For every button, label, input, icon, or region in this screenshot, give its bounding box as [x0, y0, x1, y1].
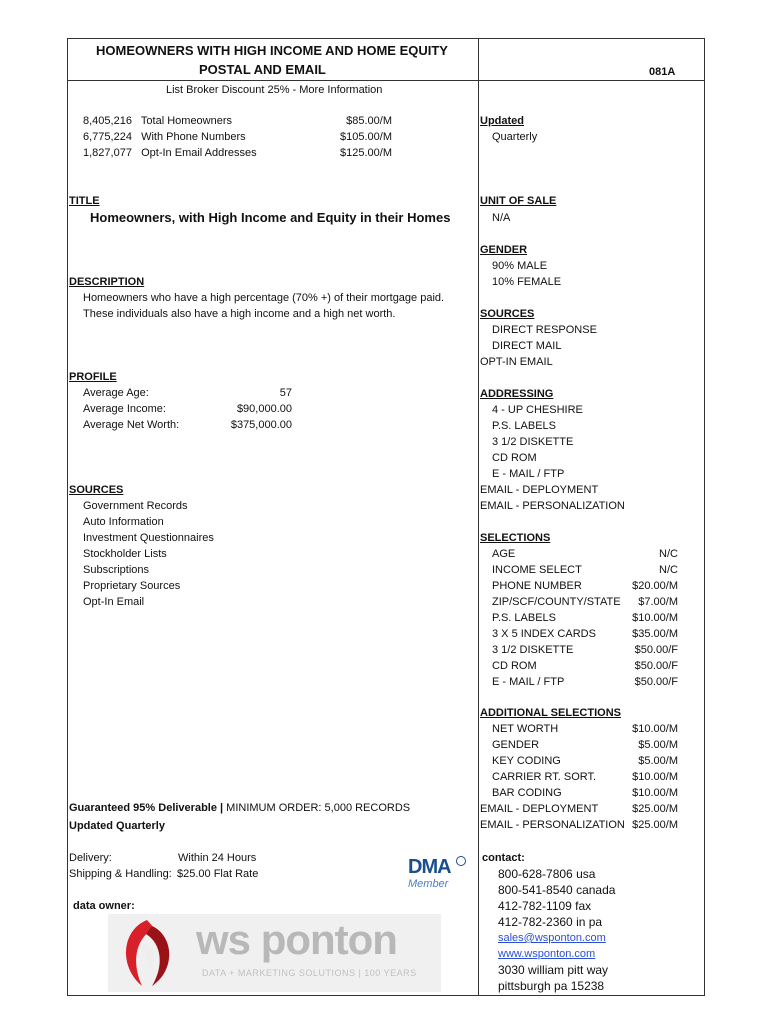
- description-heading: DESCRIPTION: [69, 276, 145, 288]
- column-divider: [478, 38, 479, 996]
- selection-label: CD ROM: [492, 660, 537, 672]
- phone-canada: 800-541-8540 canada: [498, 883, 616, 897]
- gender-heading: GENDER: [480, 244, 528, 256]
- wsponton-tagline: DATA + MARKETING SOLUTIONS | 100 YEARS: [202, 968, 417, 978]
- phone-usa: 800-628-7806 usa: [498, 867, 596, 881]
- selections-prices: [612, 546, 678, 690]
- additional-extra-labels: [480, 801, 625, 833]
- selection-price: $10.00/M: [632, 612, 678, 624]
- source-item: Opt-In Email: [83, 596, 145, 608]
- count-prices: [300, 113, 392, 161]
- unit-of-sale-heading: UNIT OF SALE: [480, 195, 557, 207]
- count-value: 1,827,077: [83, 147, 132, 159]
- addressing-list: [492, 402, 583, 482]
- minimum-order: MINIMUM ORDER: 5,000 RECORDS: [223, 802, 411, 814]
- addressing-heading: ADDRESSING: [480, 388, 554, 400]
- source-item: Investment Questionnaires: [83, 532, 214, 544]
- additional-price: $10.00/M: [632, 771, 678, 783]
- source-item: Stockholder Lists: [83, 548, 167, 560]
- selection-label: PHONE NUMBER: [492, 580, 582, 592]
- dma-circle-icon: [456, 856, 466, 866]
- selection-price: $50.00/F: [634, 676, 678, 688]
- count-row: [83, 145, 257, 161]
- discount-link[interactable]: List Broker Discount 25% - More Information: [166, 84, 383, 96]
- selection-label: P.S. LABELS: [492, 612, 557, 624]
- updated-quarterly: Updated Quarterly: [69, 820, 165, 832]
- updated-heading: Updated: [480, 115, 524, 127]
- profile-value: $90,000.00: [236, 403, 292, 415]
- right-sources-list: [492, 322, 597, 354]
- additional-labels: [492, 721, 596, 801]
- shipping-label: Shipping & Handling:: [69, 868, 172, 880]
- count-row: [83, 129, 257, 145]
- gender-list: [492, 258, 561, 290]
- sources-heading: SOURCES: [69, 484, 124, 496]
- address-line2: pittsburgh pa 15238: [498, 979, 605, 993]
- selection-label: AGE: [492, 548, 516, 560]
- source-item: Government Records: [83, 500, 188, 512]
- count-label: With Phone Numbers: [141, 131, 246, 143]
- profile-value: $375,000.00: [230, 419, 292, 431]
- selection-price: $50.00/F: [634, 660, 678, 672]
- header-divider: [67, 80, 705, 81]
- additional-price: $10.00/M: [632, 787, 678, 799]
- additional-price: $25.00/M: [632, 803, 678, 815]
- right-sources-heading: SOURCES: [480, 308, 535, 320]
- guarantee-line: [69, 800, 410, 816]
- selection-label: E - MAIL / FTP: [492, 676, 565, 688]
- delivery-value: Within 24 Hours: [178, 852, 257, 864]
- right-source-item: DIRECT MAIL: [492, 340, 562, 352]
- additional-label: CARRIER RT. SORT.: [492, 771, 597, 783]
- source-item: Auto Information: [83, 516, 164, 528]
- wsponton-brand: ws ponton: [196, 916, 397, 963]
- fax-number: 412-782-1109 fax: [498, 899, 592, 913]
- additional-price: $10.00/M: [632, 723, 678, 735]
- card-code: 081A: [649, 66, 676, 78]
- updated-value: Quarterly: [492, 131, 538, 143]
- address-line1: 3030 william pitt way: [498, 963, 609, 977]
- additional-selections-heading: ADDITIONAL SELECTIONS: [480, 707, 621, 719]
- counts-list: [83, 113, 257, 161]
- addressing-extra: [480, 482, 625, 514]
- guarantee-bold: Guaranteed 95% Deliverable |: [69, 802, 224, 814]
- count-label: Opt-In Email Addresses: [141, 147, 257, 159]
- count-price: $105.00/M: [340, 131, 392, 143]
- addressing-item: 4 - UP CHESHIRE: [492, 404, 583, 416]
- additional-label: BAR CODING: [492, 787, 562, 799]
- count-label: Total Homeowners: [140, 115, 233, 127]
- selections-heading: SELECTIONS: [480, 532, 551, 544]
- additional-price: $5.00/M: [638, 739, 678, 751]
- addressing-extra-item: EMAIL - PERSONALIZATION: [480, 500, 625, 512]
- count-price: $85.00/M: [346, 115, 392, 127]
- card-title-line1: HOMEOWNERS WITH HIGH INCOME AND HOME EQUITY: [96, 43, 448, 58]
- count-row: [83, 113, 257, 129]
- phone-pa: 412-782-2360 in pa: [498, 915, 603, 929]
- source-item: Subscriptions: [83, 564, 150, 576]
- additional-label: GENDER: [492, 739, 540, 751]
- email-link[interactable]: sales@wsponton.com: [498, 932, 606, 944]
- profile-label: Average Net Worth:: [83, 419, 180, 431]
- additional-price: $5.00/M: [638, 755, 678, 767]
- additional-prices: [612, 721, 678, 833]
- selection-price: N/C: [659, 548, 678, 560]
- card-title-line2: POSTAL AND EMAIL: [199, 62, 326, 77]
- title-heading: TITLE: [69, 195, 100, 207]
- selection-price: $35.00/M: [632, 628, 678, 640]
- selection-label: INCOME SELECT: [492, 564, 582, 576]
- profile-label: Average Age:: [83, 387, 149, 399]
- contact-list: [498, 866, 615, 994]
- sources-list: [83, 498, 214, 610]
- selection-label: 3 1/2 DISKETTE: [492, 644, 574, 656]
- unit-of-sale-value: N/A: [492, 212, 511, 224]
- selection-label: 3 X 5 INDEX CARDS: [492, 628, 596, 640]
- description-line1: Homeowners who have a high percentage (70% +) of their mortgage paid.: [83, 292, 445, 304]
- profile-label: Average Income:: [83, 403, 166, 415]
- additional-extra-label: EMAIL - DEPLOYMENT: [480, 803, 599, 815]
- profile-heading: PROFILE: [69, 371, 117, 383]
- data-owner-label: data owner:: [73, 900, 135, 912]
- selection-price: N/C: [659, 564, 678, 576]
- gender-item: 10% FEMALE: [492, 276, 562, 288]
- addressing-item: CD ROM: [492, 452, 537, 464]
- selections-labels: [492, 546, 621, 690]
- additional-price: $25.00/M: [632, 819, 678, 831]
- dma-member-text: Member: [408, 878, 449, 890]
- addressing-extra-item: EMAIL - DEPLOYMENT: [480, 484, 599, 496]
- dma-text: DMA: [408, 856, 451, 878]
- gender-item: 90% MALE: [492, 260, 548, 272]
- profile-labels: [83, 385, 179, 433]
- count-value: 8,405,216: [83, 115, 132, 127]
- addressing-item: E - MAIL / FTP: [492, 468, 565, 480]
- addressing-item: 3 1/2 DISKETTE: [492, 436, 574, 448]
- contact-heading: contact:: [482, 852, 525, 864]
- addressing-item: P.S. LABELS: [492, 420, 557, 432]
- additional-label: NET WORTH: [492, 723, 559, 735]
- description-line2: These individuals also have a high income and a high net worth.: [83, 308, 396, 320]
- wsponton-logo: [108, 914, 441, 992]
- count-value: 6,775,224: [83, 131, 132, 143]
- swirl-icon: [112, 916, 182, 990]
- additional-extra-label: EMAIL - PERSONALIZATION: [480, 819, 625, 831]
- right-source-item: DIRECT RESPONSE: [492, 324, 597, 336]
- dma-member-logo: [408, 856, 468, 892]
- count-price: $125.00/M: [340, 147, 392, 159]
- delivery-label: Delivery:: [69, 852, 112, 864]
- selection-label: ZIP/SCF/COUNTY/STATE: [492, 596, 621, 608]
- right-source-optin: OPT-IN EMAIL: [480, 356, 553, 368]
- selection-price: $50.00/F: [634, 644, 678, 656]
- list-title: Homeowners, with High Income and Equity in their Homes: [90, 210, 451, 225]
- profile-value: 57: [279, 387, 292, 399]
- source-item: Proprietary Sources: [83, 580, 181, 592]
- shipping-value: $25.00 Flat Rate: [177, 868, 259, 880]
- selection-price: $7.00/M: [638, 596, 678, 608]
- profile-values: [200, 385, 292, 433]
- website-link[interactable]: www.wsponton.com: [498, 948, 596, 960]
- additional-label: KEY CODING: [492, 755, 561, 767]
- selection-price: $20.00/M: [632, 580, 678, 592]
